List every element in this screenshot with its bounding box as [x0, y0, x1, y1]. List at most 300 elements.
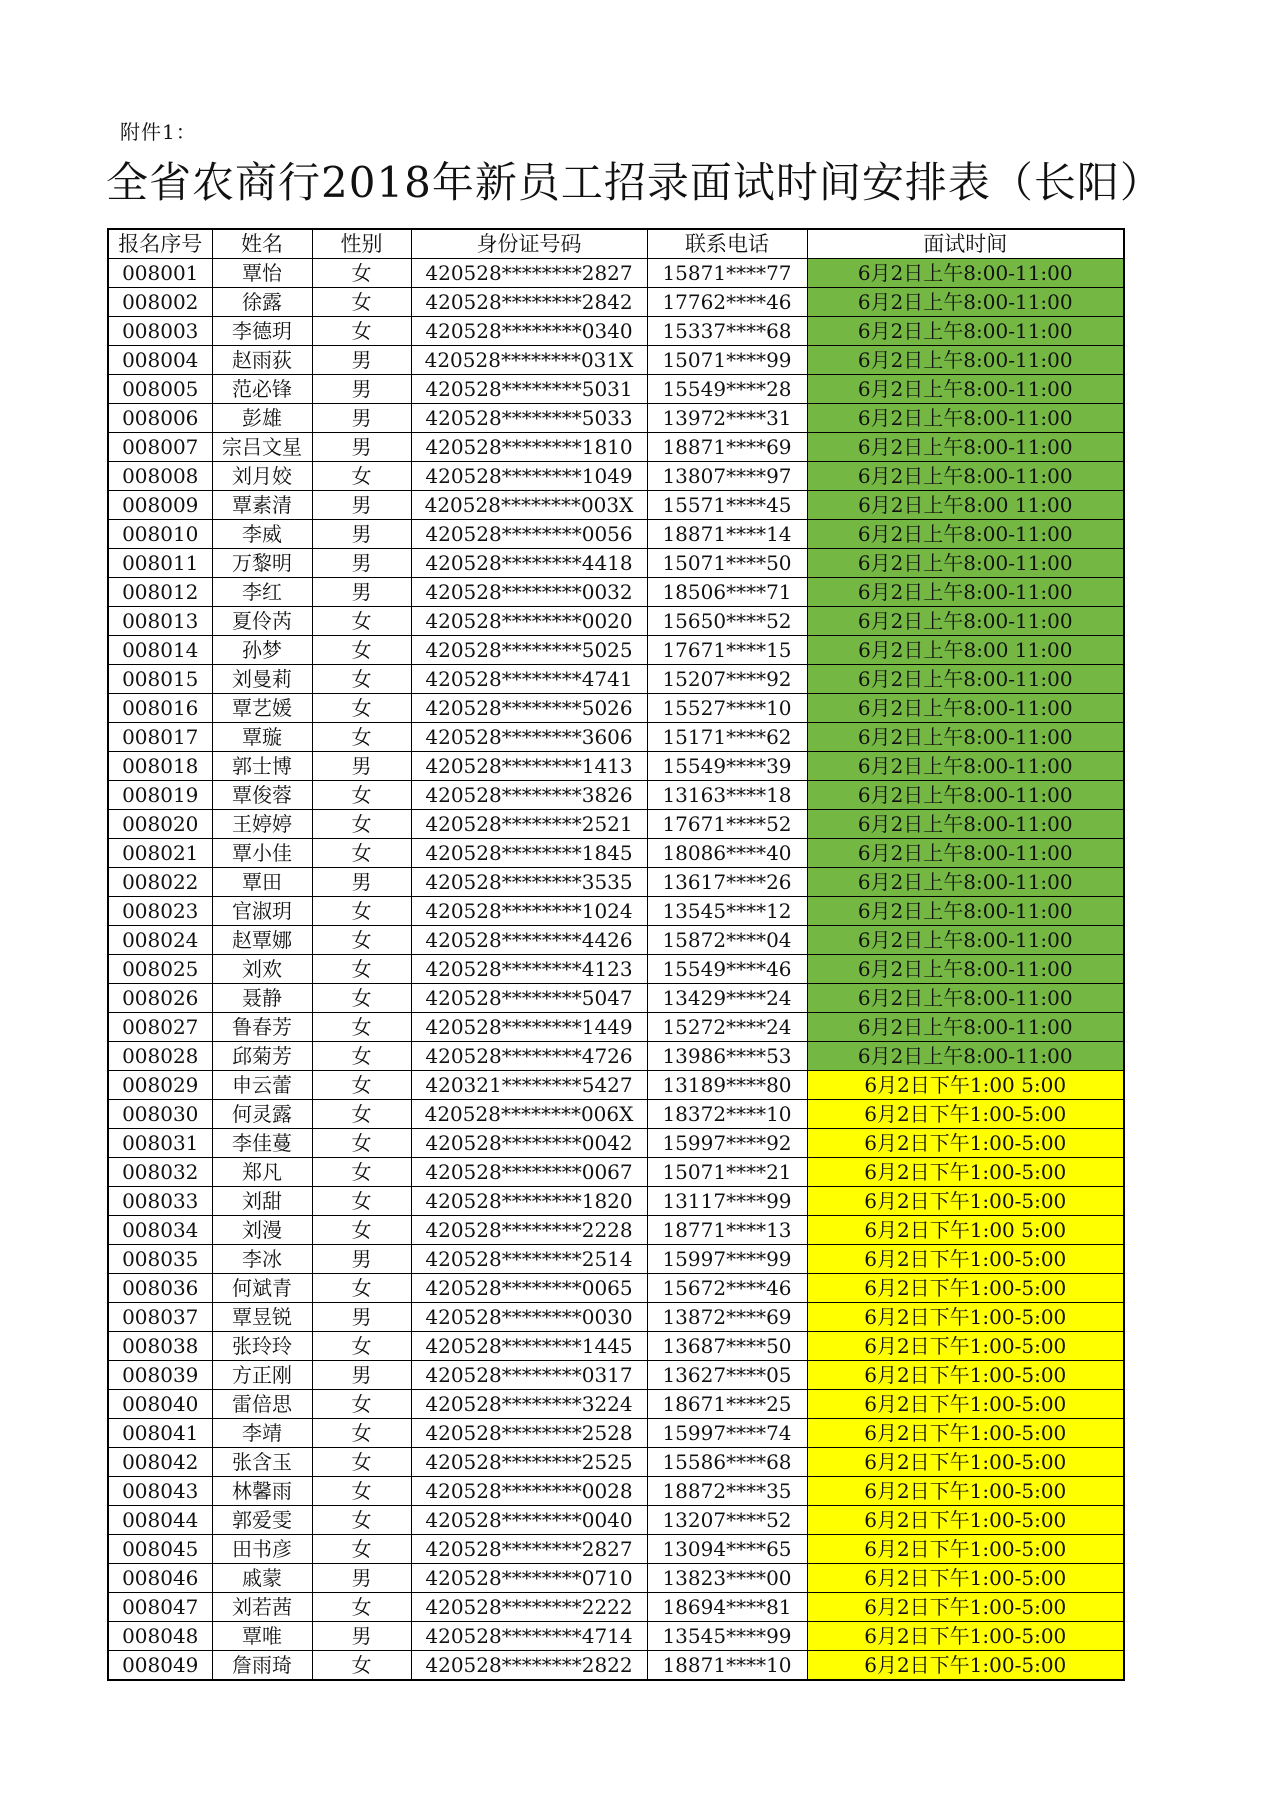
interview-time-cell: 6月2日上午8:00 11:00 — [807, 636, 1124, 665]
table-row — [108, 1361, 1124, 1390]
name-cell: 李红 — [212, 578, 312, 607]
name-cell: 鲁春芳 — [212, 1013, 312, 1042]
phone-cell: 13807****97 — [647, 462, 807, 491]
gender-cell: 女 — [312, 694, 411, 723]
table-row — [108, 1419, 1124, 1448]
table-row — [108, 1332, 1124, 1361]
table-row — [108, 1448, 1124, 1477]
id-number-cell: 420528********0056 — [411, 520, 647, 549]
registration-no-cell: 008001 — [108, 259, 212, 288]
gender-cell: 女 — [312, 462, 411, 491]
table-row — [108, 462, 1124, 491]
attachment-label: 附件1： — [120, 120, 197, 144]
table-row — [108, 1216, 1124, 1245]
interview-time-cell: 6月2日上午8:00-11:00 — [807, 781, 1124, 810]
table-row — [108, 1158, 1124, 1187]
interview-time-cell: 6月2日上午8:00-11:00 — [807, 694, 1124, 723]
phone-cell: 18086****40 — [647, 839, 807, 868]
table-row — [108, 1303, 1124, 1332]
id-number-cell: 420528********1810 — [411, 433, 647, 462]
registration-no-cell: 008017 — [108, 723, 212, 752]
id-number-cell: 420528********2222 — [411, 1593, 647, 1622]
name-cell: 何灵露 — [212, 1100, 312, 1129]
name-cell: 李德玥 — [212, 317, 312, 346]
name-cell: 夏伶芮 — [212, 607, 312, 636]
registration-no-cell: 008026 — [108, 984, 212, 1013]
id-number-cell: 420528********031X — [411, 346, 647, 375]
gender-cell: 男 — [312, 1361, 411, 1390]
phone-cell: 13163****18 — [647, 781, 807, 810]
interview-time-cell: 6月2日上午8:00-11:00 — [807, 752, 1124, 781]
name-cell: 何斌青 — [212, 1274, 312, 1303]
gender-cell: 男 — [312, 752, 411, 781]
registration-no-cell: 008028 — [108, 1042, 212, 1071]
name-cell: 聂静 — [212, 984, 312, 1013]
gender-cell: 男 — [312, 491, 411, 520]
registration-no-cell: 008016 — [108, 694, 212, 723]
column-header-interview-time: 面试时间 — [807, 229, 1124, 259]
table-body — [108, 259, 1124, 1681]
table-row — [108, 1042, 1124, 1071]
table-row — [108, 520, 1124, 549]
gender-cell: 男 — [312, 433, 411, 462]
name-cell: 詹雨琦 — [212, 1651, 312, 1681]
interview-time-cell: 6月2日上午8:00-11:00 — [807, 404, 1124, 433]
table-row — [108, 1013, 1124, 1042]
interview-time-cell: 6月2日下午1:00-5:00 — [807, 1564, 1124, 1593]
name-cell: 刘若茜 — [212, 1593, 312, 1622]
table-row — [108, 1100, 1124, 1129]
table-row — [108, 1564, 1124, 1593]
gender-cell: 女 — [312, 636, 411, 665]
phone-cell: 17671****15 — [647, 636, 807, 665]
name-cell: 官淑玥 — [212, 897, 312, 926]
interview-time-cell: 6月2日上午8:00-11:00 — [807, 723, 1124, 752]
interview-time-cell: 6月2日上午8:00-11:00 — [807, 1013, 1124, 1042]
phone-cell: 18771****13 — [647, 1216, 807, 1245]
registration-no-cell: 008033 — [108, 1187, 212, 1216]
id-number-cell: 420528********2525 — [411, 1448, 647, 1477]
gender-cell: 女 — [312, 926, 411, 955]
interview-time-cell: 6月2日上午8:00-11:00 — [807, 868, 1124, 897]
registration-no-cell: 008024 — [108, 926, 212, 955]
gender-cell: 女 — [312, 1390, 411, 1419]
registration-no-cell: 008036 — [108, 1274, 212, 1303]
registration-no-cell: 008049 — [108, 1651, 212, 1681]
phone-cell: 15171****62 — [647, 723, 807, 752]
name-cell: 覃田 — [212, 868, 312, 897]
name-cell: 刘漫 — [212, 1216, 312, 1245]
id-number-cell: 420528********2514 — [411, 1245, 647, 1274]
id-number-cell: 420528********2528 — [411, 1419, 647, 1448]
interview-time-cell: 6月2日上午8:00-11:00 — [807, 984, 1124, 1013]
id-number-cell: 420528********5026 — [411, 694, 647, 723]
interview-time-cell: 6月2日上午8:00-11:00 — [807, 520, 1124, 549]
id-number-cell: 420528********4123 — [411, 955, 647, 984]
gender-cell: 女 — [312, 781, 411, 810]
interview-time-cell: 6月2日上午8:00-11:00 — [807, 375, 1124, 404]
registration-no-cell: 008045 — [108, 1535, 212, 1564]
name-cell: 郑凡 — [212, 1158, 312, 1187]
phone-cell: 18372****10 — [647, 1100, 807, 1129]
id-number-cell: 420528********5033 — [411, 404, 647, 433]
phone-cell: 15527****10 — [647, 694, 807, 723]
registration-no-cell: 008038 — [108, 1332, 212, 1361]
gender-cell: 女 — [312, 1593, 411, 1622]
registration-no-cell: 008043 — [108, 1477, 212, 1506]
id-number-cell: 420528********1049 — [411, 462, 647, 491]
id-number-cell: 420528********4714 — [411, 1622, 647, 1651]
phone-cell: 15071****50 — [647, 549, 807, 578]
id-number-cell: 420528********2521 — [411, 810, 647, 839]
interview-time-cell: 6月2日上午8:00-11:00 — [807, 607, 1124, 636]
id-number-cell: 420528********006X — [411, 1100, 647, 1129]
registration-no-cell: 008025 — [108, 955, 212, 984]
gender-cell: 女 — [312, 839, 411, 868]
id-number-cell: 420528********0067 — [411, 1158, 647, 1187]
name-cell: 彭雄 — [212, 404, 312, 433]
table-row — [108, 723, 1124, 752]
phone-cell: 15997****99 — [647, 1245, 807, 1274]
interview-schedule-table — [107, 228, 1125, 1681]
gender-cell: 男 — [312, 549, 411, 578]
gender-cell: 女 — [312, 259, 411, 288]
table-row — [108, 752, 1124, 781]
interview-time-cell: 6月2日下午1:00-5:00 — [807, 1419, 1124, 1448]
id-number-cell: 420528********5031 — [411, 375, 647, 404]
gender-cell: 女 — [312, 1158, 411, 1187]
name-cell: 郭士博 — [212, 752, 312, 781]
phone-cell: 15071****21 — [647, 1158, 807, 1187]
interview-time-cell: 6月2日下午1:00-5:00 — [807, 1245, 1124, 1274]
table-row — [108, 1622, 1124, 1651]
name-cell: 覃怡 — [212, 259, 312, 288]
name-cell: 刘月姣 — [212, 462, 312, 491]
id-number-cell: 420528********1845 — [411, 839, 647, 868]
id-number-cell: 420528********1820 — [411, 1187, 647, 1216]
column-header-gender: 性别 — [312, 229, 411, 259]
id-number-cell: 420528********4418 — [411, 549, 647, 578]
name-cell: 张玲玲 — [212, 1332, 312, 1361]
gender-cell: 女 — [312, 1129, 411, 1158]
phone-cell: 18694****81 — [647, 1593, 807, 1622]
name-cell: 覃昱锐 — [212, 1303, 312, 1332]
gender-cell: 女 — [312, 1100, 411, 1129]
registration-no-cell: 008037 — [108, 1303, 212, 1332]
table-row — [108, 317, 1124, 346]
table-row — [108, 781, 1124, 810]
phone-cell: 13972****31 — [647, 404, 807, 433]
phone-cell: 18871****10 — [647, 1651, 807, 1681]
name-cell: 方正刚 — [212, 1361, 312, 1390]
name-cell: 范必锋 — [212, 375, 312, 404]
phone-cell: 15586****68 — [647, 1448, 807, 1477]
registration-no-cell: 008040 — [108, 1390, 212, 1419]
phone-cell: 13429****24 — [647, 984, 807, 1013]
table-row — [108, 926, 1124, 955]
id-number-cell: 420528********0065 — [411, 1274, 647, 1303]
interview-time-cell: 6月2日下午1:00-5:00 — [807, 1593, 1124, 1622]
id-number-cell: 420528********5025 — [411, 636, 647, 665]
registration-no-cell: 008005 — [108, 375, 212, 404]
table-row — [108, 491, 1124, 520]
table-row — [108, 404, 1124, 433]
name-cell: 刘曼莉 — [212, 665, 312, 694]
name-cell: 孙梦 — [212, 636, 312, 665]
phone-cell: 18506****71 — [647, 578, 807, 607]
registration-no-cell: 008013 — [108, 607, 212, 636]
name-cell: 赵覃娜 — [212, 926, 312, 955]
interview-time-cell: 6月2日下午1:00 5:00 — [807, 1071, 1124, 1100]
registration-no-cell: 008042 — [108, 1448, 212, 1477]
name-cell: 林馨雨 — [212, 1477, 312, 1506]
id-number-cell: 420528********5047 — [411, 984, 647, 1013]
id-number-cell: 420528********003X — [411, 491, 647, 520]
id-number-cell: 420528********0317 — [411, 1361, 647, 1390]
interview-time-cell: 6月2日下午1:00-5:00 — [807, 1361, 1124, 1390]
registration-no-cell: 008012 — [108, 578, 212, 607]
id-number-cell: 420528********2827 — [411, 259, 647, 288]
id-number-cell: 420528********2842 — [411, 288, 647, 317]
name-cell: 徐露 — [212, 288, 312, 317]
phone-cell: 13872****69 — [647, 1303, 807, 1332]
interview-time-cell: 6月2日上午8:00-11:00 — [807, 1042, 1124, 1071]
registration-no-cell: 008047 — [108, 1593, 212, 1622]
name-cell: 覃小佳 — [212, 839, 312, 868]
interview-time-cell: 6月2日下午1:00 5:00 — [807, 1216, 1124, 1245]
interview-time-cell: 6月2日上午8:00 11:00 — [807, 491, 1124, 520]
name-cell: 郭爱雯 — [212, 1506, 312, 1535]
column-header-phone: 联系电话 — [647, 229, 807, 259]
id-number-cell: 420528********0710 — [411, 1564, 647, 1593]
id-number-cell: 420528********1445 — [411, 1332, 647, 1361]
interview-time-cell: 6月2日下午1:00-5:00 — [807, 1477, 1124, 1506]
interview-time-cell: 6月2日上午8:00-11:00 — [807, 897, 1124, 926]
phone-cell: 13545****99 — [647, 1622, 807, 1651]
id-number-cell: 420528********4741 — [411, 665, 647, 694]
interview-time-cell: 6月2日上午8:00-11:00 — [807, 955, 1124, 984]
phone-cell: 15337****68 — [647, 317, 807, 346]
table-row — [108, 1593, 1124, 1622]
interview-time-cell: 6月2日下午1:00-5:00 — [807, 1187, 1124, 1216]
phone-cell: 13545****12 — [647, 897, 807, 926]
gender-cell: 女 — [312, 1506, 411, 1535]
registration-no-cell: 008046 — [108, 1564, 212, 1593]
registration-no-cell: 008009 — [108, 491, 212, 520]
gender-cell: 男 — [312, 1245, 411, 1274]
gender-cell: 女 — [312, 1419, 411, 1448]
table-row — [108, 897, 1124, 926]
registration-no-cell: 008044 — [108, 1506, 212, 1535]
header-row — [108, 229, 1124, 259]
name-cell: 刘甜 — [212, 1187, 312, 1216]
phone-cell: 13823****00 — [647, 1564, 807, 1593]
name-cell: 邱菊芳 — [212, 1042, 312, 1071]
id-number-cell: 420528********2822 — [411, 1651, 647, 1681]
interview-time-cell: 6月2日下午1:00-5:00 — [807, 1506, 1124, 1535]
phone-cell: 13094****65 — [647, 1535, 807, 1564]
table-row — [108, 1129, 1124, 1158]
id-number-cell: 420528********0340 — [411, 317, 647, 346]
phone-cell: 13207****52 — [647, 1506, 807, 1535]
gender-cell: 男 — [312, 404, 411, 433]
registration-no-cell: 008041 — [108, 1419, 212, 1448]
registration-no-cell: 008032 — [108, 1158, 212, 1187]
table-row — [108, 636, 1124, 665]
registration-no-cell: 008027 — [108, 1013, 212, 1042]
name-cell: 李佳蔓 — [212, 1129, 312, 1158]
interview-time-cell: 6月2日下午1:00-5:00 — [807, 1622, 1124, 1651]
id-number-cell: 420528********1413 — [411, 752, 647, 781]
table-row — [108, 607, 1124, 636]
name-cell: 覃璇 — [212, 723, 312, 752]
table-row — [108, 1506, 1124, 1535]
interview-time-cell: 6月2日上午8:00-11:00 — [807, 926, 1124, 955]
registration-no-cell: 008030 — [108, 1100, 212, 1129]
registration-no-cell: 008031 — [108, 1129, 212, 1158]
phone-cell: 15672****46 — [647, 1274, 807, 1303]
name-cell: 李靖 — [212, 1419, 312, 1448]
table-row — [108, 1651, 1124, 1681]
table-row — [108, 810, 1124, 839]
table-row — [108, 984, 1124, 1013]
name-cell: 覃俊蓉 — [212, 781, 312, 810]
phone-cell: 17671****52 — [647, 810, 807, 839]
registration-no-cell: 008019 — [108, 781, 212, 810]
table-row — [108, 1477, 1124, 1506]
interview-time-cell: 6月2日上午8:00-11:00 — [807, 549, 1124, 578]
table-row — [108, 1390, 1124, 1419]
gender-cell: 女 — [312, 665, 411, 694]
id-number-cell: 420528********2228 — [411, 1216, 647, 1245]
registration-no-cell: 008035 — [108, 1245, 212, 1274]
interview-time-cell: 6月2日上午8:00-11:00 — [807, 839, 1124, 868]
registration-no-cell: 008021 — [108, 839, 212, 868]
phone-cell: 18671****25 — [647, 1390, 807, 1419]
registration-no-cell: 008008 — [108, 462, 212, 491]
registration-no-cell: 008006 — [108, 404, 212, 433]
table-row — [108, 578, 1124, 607]
phone-cell: 15549****39 — [647, 752, 807, 781]
table-row — [108, 1245, 1124, 1274]
registration-no-cell: 008010 — [108, 520, 212, 549]
phone-cell: 18871****69 — [647, 433, 807, 462]
id-number-cell: 420528********1024 — [411, 897, 647, 926]
column-header-id-number: 身份证号码 — [411, 229, 647, 259]
name-cell: 覃素清 — [212, 491, 312, 520]
id-number-cell: 420528********4426 — [411, 926, 647, 955]
phone-cell: 15272****24 — [647, 1013, 807, 1042]
interview-time-cell: 6月2日上午8:00-11:00 — [807, 810, 1124, 839]
table-row — [108, 288, 1124, 317]
gender-cell: 女 — [312, 955, 411, 984]
name-cell: 雷倍思 — [212, 1390, 312, 1419]
id-number-cell: 420528********0030 — [411, 1303, 647, 1332]
interview-time-cell: 6月2日下午1:00-5:00 — [807, 1100, 1124, 1129]
table-row — [108, 375, 1124, 404]
registration-no-cell: 008034 — [108, 1216, 212, 1245]
interview-time-cell: 6月2日上午8:00-11:00 — [807, 346, 1124, 375]
interview-time-cell: 6月2日上午8:00-11:00 — [807, 578, 1124, 607]
phone-cell: 13687****50 — [647, 1332, 807, 1361]
registration-no-cell: 008018 — [108, 752, 212, 781]
gender-cell: 女 — [312, 1651, 411, 1681]
page-title: 全省农商行2018年新员工招录面试时间安排表（长阳） — [106, 158, 1163, 207]
id-number-cell: 420321********5427 — [411, 1071, 647, 1100]
phone-cell: 15997****92 — [647, 1129, 807, 1158]
phone-cell: 18871****14 — [647, 520, 807, 549]
name-cell: 申云蕾 — [212, 1071, 312, 1100]
name-cell: 张含玉 — [212, 1448, 312, 1477]
gender-cell: 男 — [312, 578, 411, 607]
interview-time-cell: 6月2日下午1:00-5:00 — [807, 1303, 1124, 1332]
gender-cell: 男 — [312, 1564, 411, 1593]
interview-time-cell: 6月2日下午1:00-5:00 — [807, 1535, 1124, 1564]
registration-no-cell: 008002 — [108, 288, 212, 317]
id-number-cell: 420528********3535 — [411, 868, 647, 897]
gender-cell: 女 — [312, 984, 411, 1013]
name-cell: 覃艺媛 — [212, 694, 312, 723]
gender-cell: 女 — [312, 317, 411, 346]
name-cell: 万黎明 — [212, 549, 312, 578]
interview-time-cell: 6月2日下午1:00-5:00 — [807, 1332, 1124, 1361]
table-row — [108, 839, 1124, 868]
phone-cell: 13189****80 — [647, 1071, 807, 1100]
id-number-cell: 420528********0042 — [411, 1129, 647, 1158]
interview-time-cell: 6月2日下午1:00-5:00 — [807, 1129, 1124, 1158]
registration-no-cell: 008014 — [108, 636, 212, 665]
registration-no-cell: 008048 — [108, 1622, 212, 1651]
phone-cell: 15997****74 — [647, 1419, 807, 1448]
phone-cell: 17762****46 — [647, 288, 807, 317]
table-row — [108, 549, 1124, 578]
gender-cell: 女 — [312, 1332, 411, 1361]
gender-cell: 女 — [312, 1216, 411, 1245]
gender-cell: 女 — [312, 1535, 411, 1564]
registration-no-cell: 008011 — [108, 549, 212, 578]
registration-no-cell: 008039 — [108, 1361, 212, 1390]
gender-cell: 女 — [312, 1187, 411, 1216]
gender-cell: 女 — [312, 723, 411, 752]
name-cell: 李威 — [212, 520, 312, 549]
table-row — [108, 259, 1124, 288]
gender-cell: 男 — [312, 520, 411, 549]
interview-time-cell: 6月2日上午8:00-11:00 — [807, 259, 1124, 288]
gender-cell: 女 — [312, 1274, 411, 1303]
interview-time-cell: 6月2日下午1:00-5:00 — [807, 1158, 1124, 1187]
phone-cell: 13627****05 — [647, 1361, 807, 1390]
table-row — [108, 346, 1124, 375]
table-row — [108, 1187, 1124, 1216]
table-row — [108, 694, 1124, 723]
name-cell: 刘欢 — [212, 955, 312, 984]
phone-cell: 15650****52 — [647, 607, 807, 636]
interview-time-cell: 6月2日下午1:00-5:00 — [807, 1651, 1124, 1681]
registration-no-cell: 008004 — [108, 346, 212, 375]
name-cell: 田书彦 — [212, 1535, 312, 1564]
interview-time-cell: 6月2日下午1:00-5:00 — [807, 1448, 1124, 1477]
interview-time-cell: 6月2日上午8:00-11:00 — [807, 317, 1124, 346]
gender-cell: 女 — [312, 1071, 411, 1100]
table-row — [108, 1535, 1124, 1564]
id-number-cell: 420528********0028 — [411, 1477, 647, 1506]
gender-cell: 女 — [312, 810, 411, 839]
id-number-cell: 420528********4726 — [411, 1042, 647, 1071]
gender-cell: 男 — [312, 868, 411, 897]
registration-no-cell: 008007 — [108, 433, 212, 462]
registration-no-cell: 008003 — [108, 317, 212, 346]
interview-time-cell: 6月2日上午8:00-11:00 — [807, 288, 1124, 317]
